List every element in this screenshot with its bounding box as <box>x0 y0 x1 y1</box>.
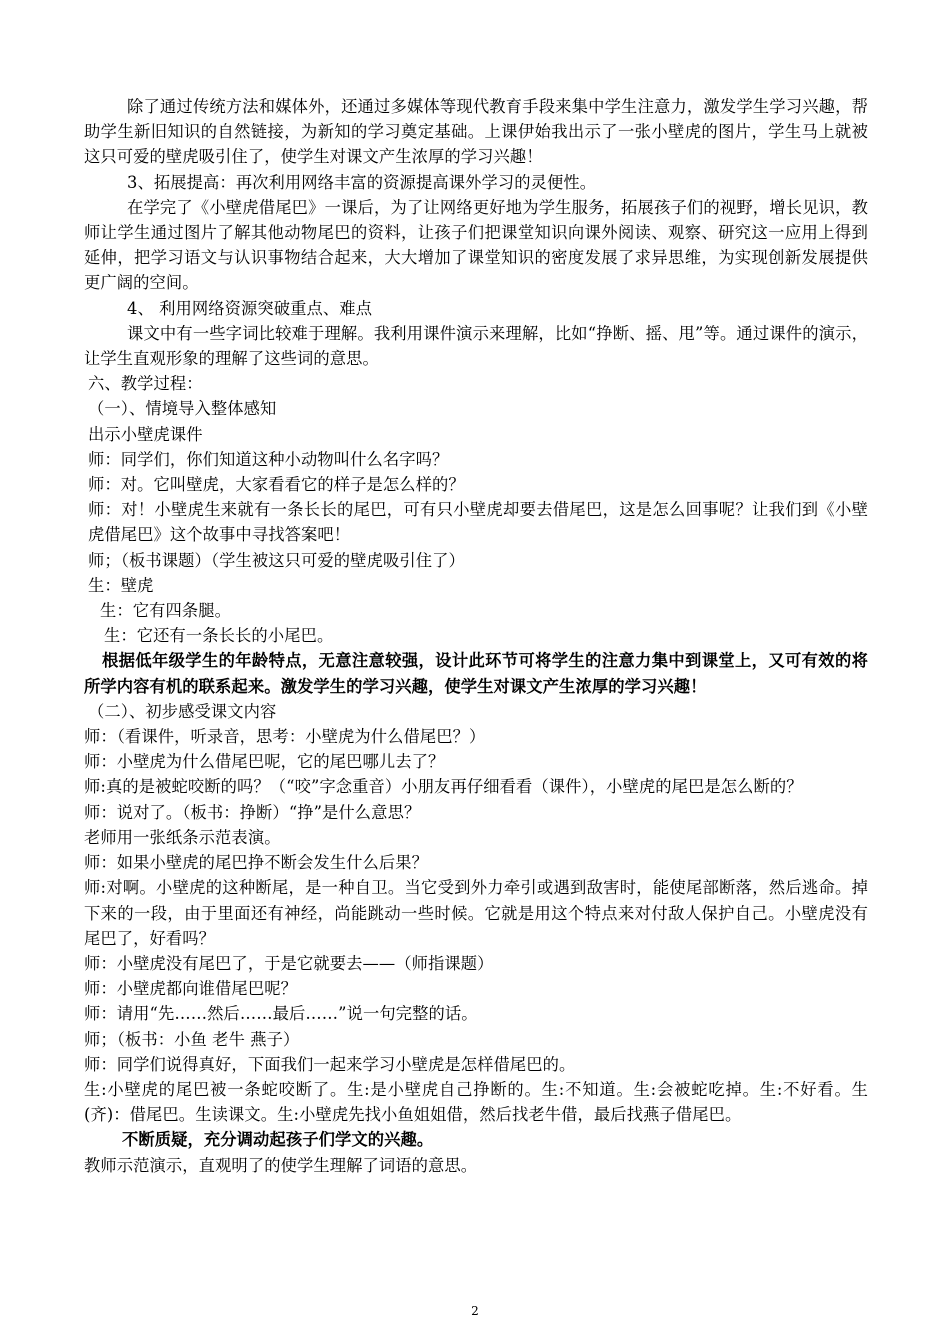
dialogue-line: 生：它还有一条长长的小尾巴。 <box>104 626 334 646</box>
dialogue-line: 师：同学们，你们知道这种小动物叫什么名字吗？ <box>88 449 449 469</box>
dialogue-line: 师：小壁虎为什么借尾巴呢，它的尾巴哪儿去了？ <box>84 752 445 772</box>
dialogue-line: 师；（板书：小鱼 老牛 燕子） <box>84 1029 300 1049</box>
dialogue-line: 师:真的是被蛇咬断的吗？（“咬”字念重音）小朋友再仔细看看（课件），小壁虎的尾巴是怎么断的？ <box>84 777 803 797</box>
dialogue-line: 师：小壁虎都向谁借尾巴呢？ <box>84 979 297 999</box>
dialogue-line: 师：同学们说得真好，下面我们一起来学习小壁虎是怎样借尾巴的。 <box>84 1054 576 1074</box>
page-number: 2 <box>471 1304 479 1318</box>
dialogue-line: 师：小壁虎没有尾巴了，于是它就要去——（师指课题） <box>84 953 494 973</box>
dialogue-line: 师：对。它叫壁虎，大家看看它的样子是怎么样的？ <box>88 475 465 495</box>
heading-key-difficulties: 4、 利用网络资源突破重点、难点 <box>127 298 373 318</box>
dialogue-line: 师：对！小壁虎生来就有一条长长的尾巴，可有只小壁虎却要去借尾巴，这是怎么回事呢？让我们到《小壁虎借尾巴》这个故事中寻找答案吧！ <box>88 500 868 545</box>
bold-commentary: 根据低年级学生的年龄特点，无意注意较强，设计此环节可将学生的注意力集中到课堂上，又可有效的将所学内容有机的联系起来。激发学生的学习兴趣，使学生对课文产生浓厚的学习兴趣！ <box>84 651 868 696</box>
heading-teaching-process: 六、教学过程： <box>88 374 203 394</box>
student-answers: 生:小壁虎的尾巴被一条蛇咬断了。生:是小壁虎自己挣断的。生:不知道。生:会被蛇吃掉。生:不好看。生(齐)：借尾巴。生读课文。生:小壁虎先找小鱼姐姐借，然后找老牛借，最后找燕子借尾巴。 <box>84 1079 868 1125</box>
document-body <box>84 94 868 1178</box>
dialogue-line: 师；（板书课题）（学生被这只可爱的壁虎吸引住了） <box>88 550 465 570</box>
paragraph-extension: 在学完了《小壁虎借尾巴》一课后，为了让网络更好地为学生服务，拓展孩子们的视野，增长见识，教师让学生通过图片了解其他动物尾巴的资料，让孩子们把课堂知识向课外阅读、观察、研究这一应用上得到延伸，把学习语文与认识事物结合起来，大大增加了课堂知识的密度发展了求异思维，为实现创新发展提供更广阔的空间。 <box>84 197 868 293</box>
heading-initial-reading: （二）、初步感受课文内容 <box>88 701 277 721</box>
paragraph-demonstration: 教师示范演示，直观明了的使学生理解了词语的意思。 <box>84 1155 478 1175</box>
dialogue-line: 师:对啊。小壁虎的这种断尾，是一种自卫。当它受到外力牵引或遇到敌害时，能使尾部断落，然后逃命。掉下来的一段，由于里面还有神经，尚能跳动一些时候。它就是用这个特点来对付敌人保护自己。小壁虎没有尾巴了，好看吗？ <box>84 878 868 948</box>
line-show-courseware: 出示小壁虎课件 <box>88 424 203 444</box>
dialogue-line: 师：如果小壁虎的尾巴挣不断会发生什么后果？ <box>84 853 429 873</box>
dialogue-line: 师：请用“先……然后……最后……”说一句完整的话。 <box>84 1004 478 1024</box>
dialogue-line: 生：壁虎 <box>88 575 154 595</box>
heading-extension: 3、拓展提高：再次利用网络丰富的资源提高课外学习的灵便性。 <box>127 172 597 192</box>
dialogue-line: 师：（看课件，听录音，思考：小壁虎为什么借尾巴？） <box>84 727 486 747</box>
bold-commentary: 不断质疑，充分调动起孩子们学文的兴趣。 <box>122 1130 434 1150</box>
paragraph-media-attention: 除了通过传统方法和媒体外，还通过多媒体等现代教育手段来集中学生注意力，激发学生学习兴趣，帮助学生新旧知识的自然链接，为新知的学习奠定基础。上课伊始我出示了一张小壁虎的图片，学生马上就被这只可爱的壁虎吸引住了，使学生对课文产生浓厚的学习兴趣！ <box>84 97 868 167</box>
dialogue-line: 老师用一张纸条示范表演。 <box>84 827 281 847</box>
dialogue-line: 师：说对了。（板书：挣断）“挣”是什么意思？ <box>84 802 421 822</box>
heading-situation-intro: （一）、情境导入整体感知 <box>88 399 277 419</box>
dialogue-line: 生：它有四条腿。 <box>100 601 232 621</box>
paragraph-key-difficulties: 课文中有一些字词比较难于理解。我利用课件演示来理解，比如“挣断、摇、甩”等。通过课件的演示，让学生直观形象的理解了这些词的意思。 <box>84 323 868 369</box>
